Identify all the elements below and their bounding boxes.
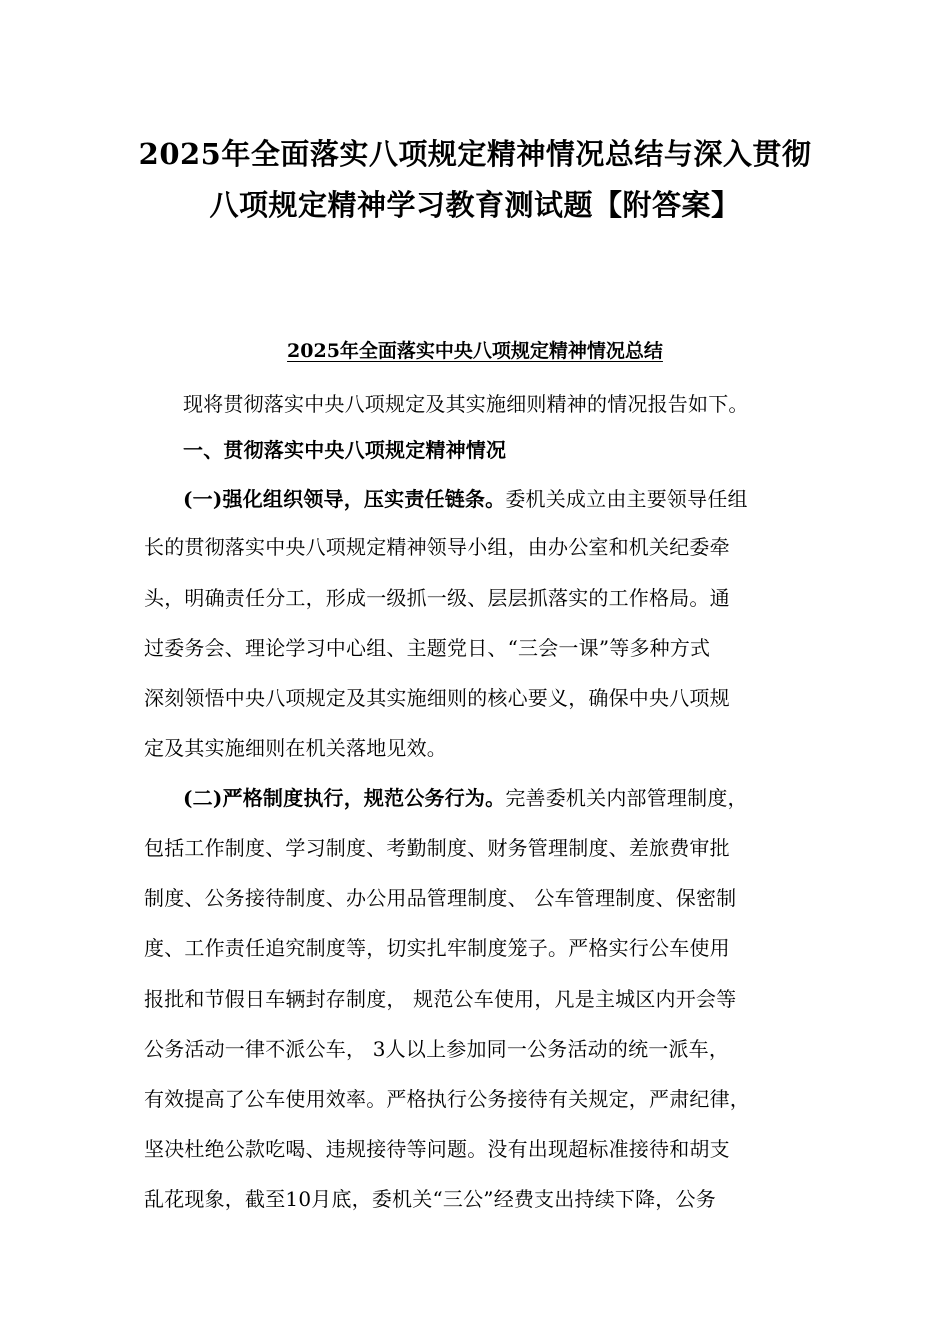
paragraph-1-line-6: 定及其实施细则在机关落地见效。: [144, 736, 447, 760]
paragraph-1-line-4: 过委务会、理论学习中心组、主题党日、“三会一课”等多种方式: [144, 636, 711, 660]
paragraph-2-line-3: 制度、公务接待制度、办公用品管理制度、 公车管理制度、保密制: [144, 886, 737, 910]
document-title-line-2: 八项规定精神学习教育测试题【附答案】: [209, 188, 741, 222]
paragraph-2-line-8: 坚决杜绝公款吃喝、违规接待等问题。没有出现超标准接待和胡支: [144, 1137, 730, 1161]
paragraph-2-lead: (二)严格制度执行，规范公务行为。: [183, 786, 506, 810]
paragraph-1-lead: (一)强化组织领导，压实责任链条。: [183, 487, 506, 511]
paragraph-2-text: 完善委机关内部管理制度，: [505, 786, 748, 810]
paragraph-2-line-9: 乱花现象，截至10月底，委机关“三公”经费支出持续下降，公务: [144, 1187, 716, 1211]
paragraph-1-line-2: 长的贯彻落实中央八项规定精神领导小组，由办公室和机关纪委牵: [144, 535, 730, 559]
paragraph-2-line-5: 报批和节假日车辆封存制度， 规范公车使用，凡是主城区内开会等: [144, 987, 737, 1011]
document-title-line-1: 2025年全面落实八项规定精神情况总结与深入贯彻: [138, 137, 812, 171]
paragraph-2-line-4: 度、工作责任追究制度等，切实扎牢制度笼子。严格实行公车使用: [144, 936, 730, 960]
paragraph-2-line-2: 包括工作制度、学习制度、考勤制度、财务管理制度、差旅费审批: [144, 836, 730, 860]
paragraph-2-line-6: 公务活动一律不派公车， 3人以上参加同一公务活动的统一派车，: [144, 1037, 730, 1061]
paragraph-1-line-1: [183, 483, 823, 515]
paragraph-1-line-3: 头，明确责任分工，形成一级抓一级、层层抓落实的工作格局。通: [144, 586, 730, 610]
paragraph-2-line-7: 有效提高了公车使用效率。严格执行公务接待有关规定，严肃纪律，: [144, 1087, 750, 1111]
heading-1: 一、贯彻落实中央八项规定精神情况: [183, 438, 507, 462]
paragraph-1-text: 委机关成立由主要领导任组: [505, 487, 748, 511]
paragraph-1-line-5: 深刻领悟中央八项规定及其实施细则的核心要义，确保中央八项规: [144, 686, 730, 710]
paragraph-2-line-1: [183, 782, 823, 814]
section-title: 2025年全面落实中央八项规定精神情况总结: [287, 340, 663, 362]
intro-paragraph: 现将贯彻落实中央八项规定及其实施细则精神的情况报告如下。: [183, 392, 749, 416]
